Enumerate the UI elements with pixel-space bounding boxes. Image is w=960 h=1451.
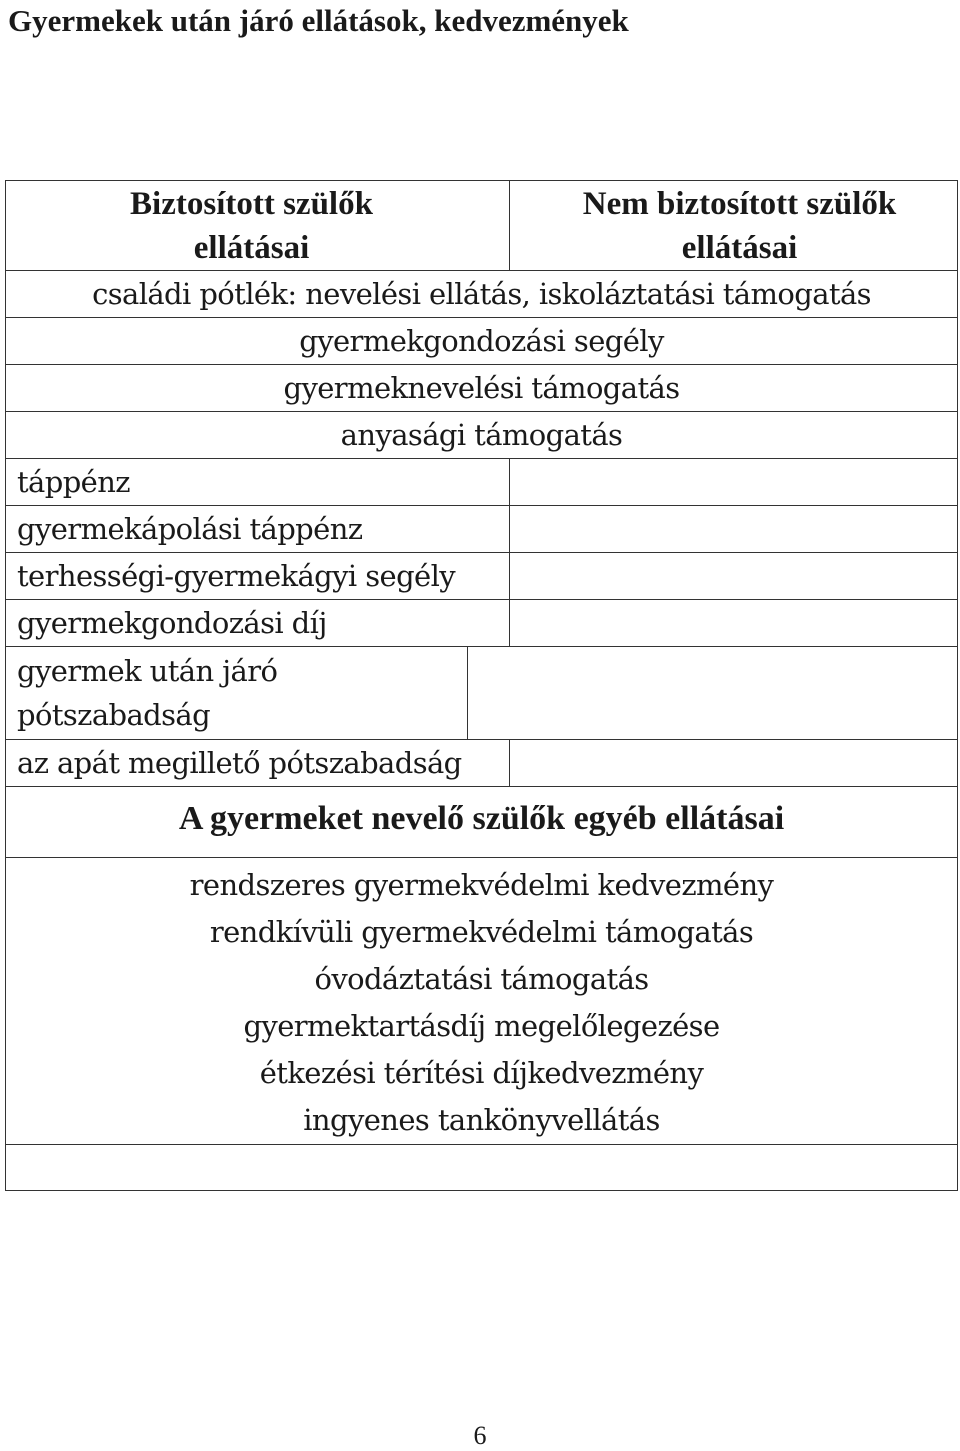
- empty-cell: [510, 553, 958, 600]
- header-uninsured-parents: [510, 181, 958, 271]
- shared-benefit-maternity-support: anyasági támogatás: [6, 412, 958, 459]
- table-row: [6, 412, 958, 459]
- table-row: [6, 365, 958, 412]
- empty-cell: [510, 600, 958, 647]
- insured-benefit-extra-leave: gyermek után járó pótszabadság: [6, 647, 468, 740]
- empty-cell: [468, 647, 958, 740]
- section-header-row: [6, 787, 958, 858]
- empty-cell: [510, 459, 958, 506]
- empty-cell: [510, 740, 958, 787]
- table-row: [6, 1145, 958, 1191]
- list-item: rendszeres gyermekvédelmi kedvezmény: [189, 868, 774, 902]
- insured-benefit-sick-pay: táppénz: [6, 459, 510, 506]
- insured-benefit-father-leave: az apát megillető pótszabadság: [6, 740, 510, 787]
- insured-benefit-childcare-fee: gyermekgondozási díj: [6, 600, 510, 647]
- header-uninsured-line2: ellátásai: [681, 229, 798, 266]
- header-insured-line1: Biztosított szülők: [130, 185, 373, 222]
- table-header-row: [6, 181, 958, 271]
- list-item: gyermektartásdíj megelőlegezése: [243, 1009, 720, 1043]
- header-insured-parents: [6, 181, 510, 271]
- list-item: ingyenes tankönyvellátás: [303, 1103, 660, 1137]
- empty-cell: [6, 1145, 958, 1191]
- other-benefits-list: [6, 858, 958, 1145]
- insured-benefit-pregnancy-aid: terhességi-gyermekágyi segély: [6, 553, 510, 600]
- list-item: óvodáztatási támogatás: [314, 962, 649, 996]
- table-row: [6, 318, 958, 365]
- other-benefits-title: A gyermeket nevelő szülők egyéb ellátásai: [6, 787, 958, 858]
- table-row: [6, 271, 958, 318]
- list-item: étkezési térítési díjkedvezmény: [259, 1056, 704, 1090]
- table-row: [6, 740, 958, 787]
- header-insured-line2: ellátásai: [193, 229, 310, 266]
- shared-benefit-family-allowance: családi pótlék: nevelési ellátás, iskoláztatási támogatás: [6, 271, 958, 318]
- table-row: [6, 647, 958, 740]
- header-uninsured-line1: Nem biztosított szülők: [582, 185, 897, 222]
- table-row: [6, 553, 958, 600]
- table-row: [6, 858, 958, 1145]
- table-row: [6, 459, 958, 506]
- page-title: Gyermekek után járó ellátások, kedvezmények: [8, 3, 629, 38]
- insured-benefit-child-sick-pay: gyermekápolási táppénz: [6, 506, 510, 553]
- table-row: [6, 506, 958, 553]
- shared-benefit-child-raising-support: gyermeknevelési támogatás: [6, 365, 958, 412]
- page-number: 6: [473, 1421, 487, 1450]
- table-row: [6, 600, 958, 647]
- benefits-table: [5, 180, 958, 1191]
- shared-benefit-childcare-aid: gyermekgondozási segély: [6, 318, 958, 365]
- empty-cell: [510, 506, 958, 553]
- list-item: rendkívüli gyermekvédelmi támogatás: [209, 915, 754, 949]
